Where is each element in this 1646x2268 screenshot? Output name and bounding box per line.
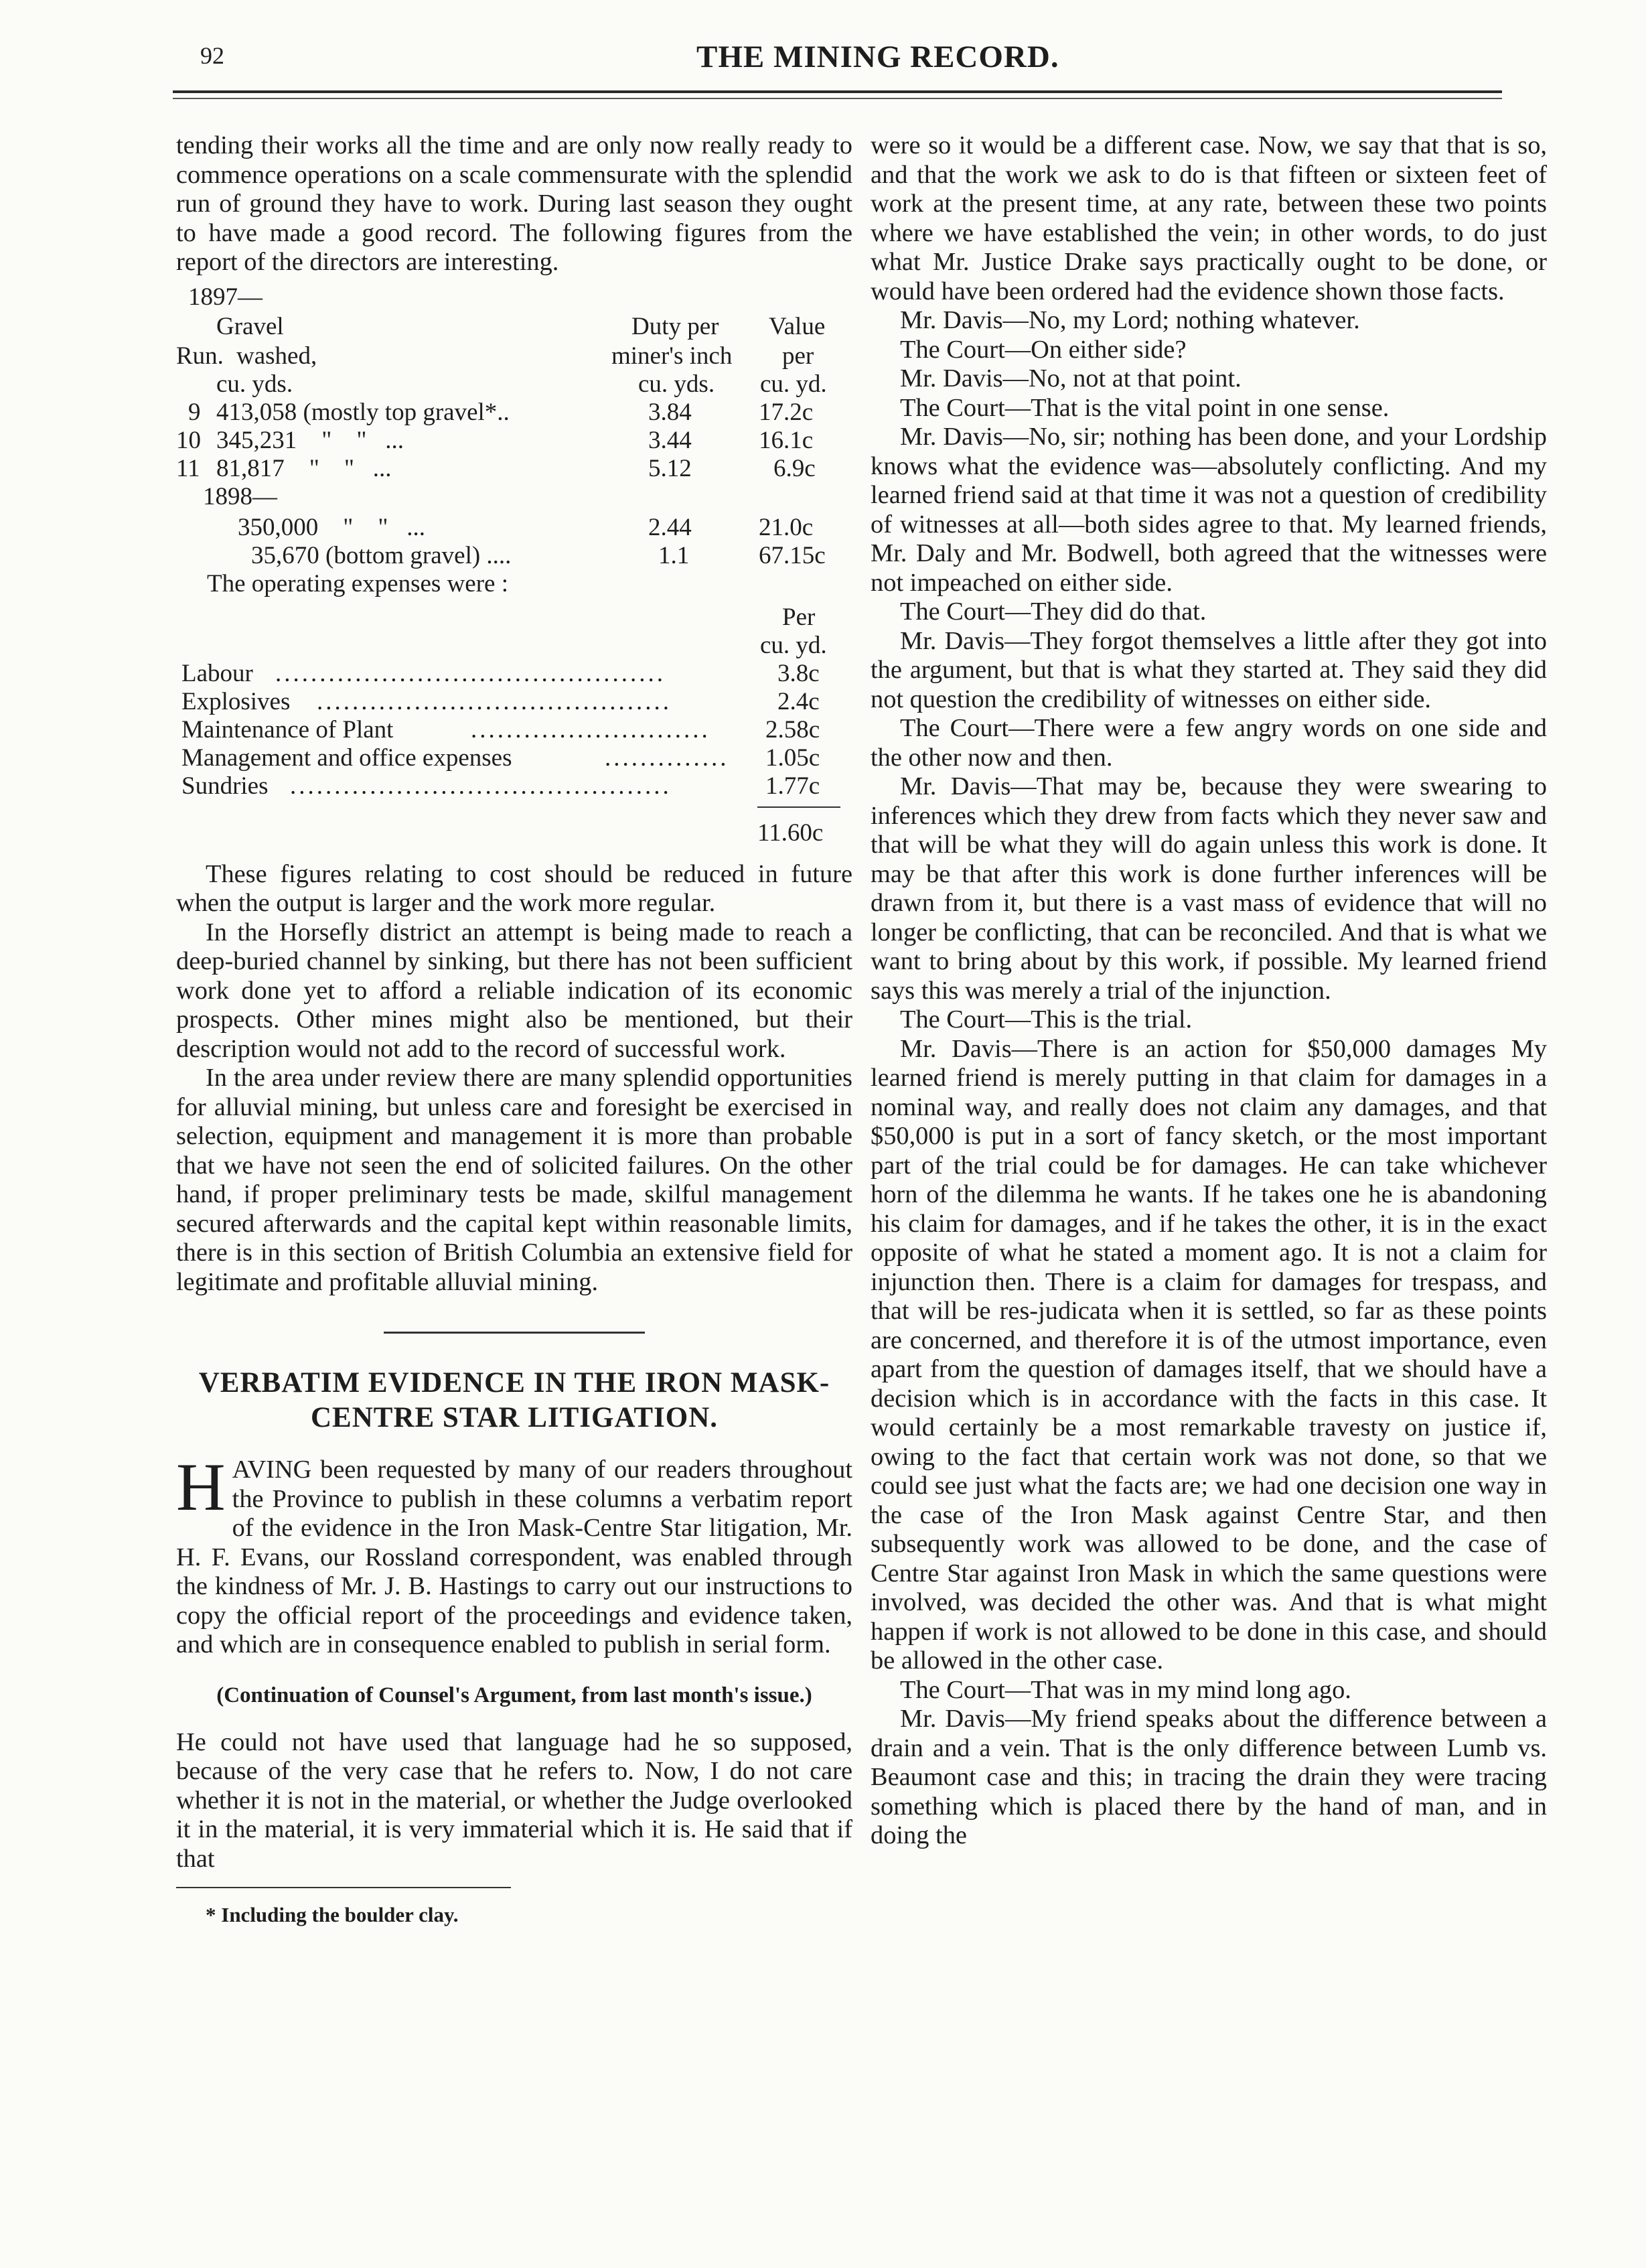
table-cell: 5.12 <box>648 454 692 482</box>
sum-rule <box>757 806 840 808</box>
table-cell: 35,670 (bottom gravel) .... <box>251 541 512 569</box>
footnote: * Including the boulder clay. <box>206 1903 459 1926</box>
expense-value: 2.4c <box>777 687 820 715</box>
expense-label: Explosives <box>181 687 291 715</box>
table-cell: 3.84 <box>648 398 692 426</box>
column-header: washed, <box>236 342 317 370</box>
leader-dots: ........................................ <box>317 687 672 715</box>
footnote-rule <box>176 1887 511 1888</box>
paragraph: Mr. Davis—My friend speaks about the difference between a drain and a vein. That is the only difference between Lumb vs. Beaumont case and this; in tracing the drain they were tracing something which is placed there by the hand of man, and in doing the <box>871 1705 1547 1849</box>
continuation-note: (Continuation of Counsel's Argument, from last month's issue.) <box>216 1683 812 1707</box>
paragraph: Mr. Davis—No, not at that point. <box>900 364 1242 393</box>
expense-value: 1.77c <box>765 772 820 800</box>
expense-label: Labour <box>181 659 253 687</box>
table-cell: 1.1 <box>658 541 690 569</box>
table-cell: 16.1c <box>759 426 814 454</box>
paragraph: Mr. Davis—No, my Lord; nothing whatever. <box>900 306 1360 334</box>
leader-dots: ........................................... <box>290 772 672 800</box>
paragraph: were so it would be a different case. Now, we say that that is so, and that the work we ask to do is that fifteen or sixteen feet of work at the present time, at any rate, between these two points where we have established the vein; in other words, to do just what Mr. Justice Drake says practically ought to be done, or would have been ordered had the evidence shown those facts. <box>871 131 1547 305</box>
table-cell: 81,817 " " ... <box>216 454 392 482</box>
expense-value: 1.05c <box>765 743 820 772</box>
table-cell: 10 <box>176 426 201 454</box>
table-cell: 17.2c <box>759 398 814 426</box>
column-header: cu. yd. <box>760 370 827 398</box>
expense-label: Management and office expenses <box>181 743 512 772</box>
right-column <box>871 131 1547 1851</box>
paragraph: The Court—That was in my mind long ago. <box>900 1675 1351 1704</box>
paragraph: The Court—There were a few angry words on one side and the other now and then. <box>871 714 1547 772</box>
page-number: 92 <box>200 42 224 69</box>
table-cell: 11 <box>176 454 200 482</box>
leader-dots: ............................................ <box>275 659 666 687</box>
column-header: cu. yds. <box>638 370 715 398</box>
year-label: 1898— <box>203 482 277 510</box>
year-label: 1897— <box>188 283 263 311</box>
column-header: cu. yds. <box>216 370 293 398</box>
paragraph: AVING been requested by many of our readers throughout the Province to publish in these columns a verbatim report of the evidence in the Iron Mask-Centre Star litigation, Mr. H. F. Evans, our Rossland correspondent, was enabled through the kindness of Mr. J. B. Hastings to carry out our instructions to copy the official report of the proceedings and evidence taken, and which are in consequence enabled to publish in serial form. <box>176 1456 852 1658</box>
table-cell: 345,231 " " ... <box>216 426 404 454</box>
article-headline: VERBATIM EVIDENCE IN THE IRON MASK-CENTRE STAR LITIGATION. <box>198 1367 830 1433</box>
paragraph: Mr. Davis—No, sir; nothing has been done, and your Lordship knows what the evidence was—absolutely conflicting. And my learned friend said at that time it was not a question of credibility of witnesses at all—both sides agree to that. My learned friends, Mr. Daly and Mr. Bodwell, both agreed that the witnesses were not impeached on either side. <box>871 423 1547 597</box>
paragraph: tending their works all the time and are only now really ready to commence operations on a scale commensurate with the splendid run of ground they have to work. During last season they ought to have made a good record. The following figures from the report of the directors are interesting. <box>176 131 852 276</box>
column-header: Gravel <box>216 312 284 340</box>
article-intro <box>176 1449 852 1660</box>
table-cell: 3.44 <box>648 426 692 454</box>
paragraph: The Court—On either side? <box>900 335 1187 364</box>
table-cell: 350,000 " " ... <box>238 513 425 541</box>
column-header: cu. yd. <box>760 631 827 659</box>
paragraph: The Court—This is the trial. <box>900 1005 1193 1034</box>
table-cell: 2.44 <box>648 513 692 541</box>
expense-total: 11.60c <box>757 819 824 847</box>
paragraph: In the area under review there are many splendid opportunities for alluvial mining, but unless care and foresight be exercised in selection, equipment and management it is more than probable that we have not seen the end of solicited failures. On the other hand, if proper preliminary tests be made, skilful management secured afterwards and the capital kept within reasonable limits, there is in this section of British Columbia an extensive field for legitimate and profitable alluvial mining. <box>176 1064 852 1296</box>
table-cell: 21.0c <box>759 513 814 541</box>
expense-value: 2.58c <box>765 715 820 743</box>
running-head: THE MINING RECORD. <box>696 40 1059 74</box>
column-header: miner's inch <box>611 342 733 370</box>
table-cell: 413,058 (mostly top gravel*.. <box>216 398 510 426</box>
paragraph: The Court—That is the vital point in one sense. <box>900 393 1390 422</box>
expense-label: Sundries <box>181 772 269 800</box>
column-header: Value <box>769 312 826 340</box>
header-rule-thin <box>173 98 1502 99</box>
paragraph: Mr. Davis—There is an action for $50,000 damages My learned friend is merely putting in that claim for damages in a nominal way, and really does not claim any damages, and that $50,000 is put in a sort of fancy sketch, or the most important part of the trial could be for damages. He can take whichever horn of the dilemma he wants. If he takes one he is abandoning his claim for damages, and if he takes the other, it is in the exact opposite of what he stated a moment ago. It is not a claim for injunction then. There is a claim for damages for trespass, and that will be res-judicata when it is settled, so far as these points are concerned, and therefore it is of the utmost importance, even apart from the question of damages itself, that we should have a decision which is in accordance with the facts in this case. It would certainly be a most remarkable travesty on justice if, owing to the fact that certain work was not done, so that we could see just what the facts are; we had one decision one way in the case of the Iron Mask against Centre Star, and then subsequently work was allowed to be done, and the case of Centre Star against Iron Mask in which the same questions were involved, was decided the other was. And that is what might happen if work is not allowed to be done in this case, and should be allowed in the other case. <box>871 1034 1547 1675</box>
column-header: Run. <box>176 342 224 370</box>
drop-cap: H <box>176 1449 226 1525</box>
left-column <box>176 131 852 1930</box>
paragraph: The Court—They did do that. <box>900 597 1207 626</box>
column-header: per <box>782 342 814 370</box>
table-caption: The operating expenses were : <box>207 569 508 597</box>
paragraph: Mr. Davis—They forgot themselves a little after they got into the argument, but that is what they started at. They said they did not question the credibility of witnesses on either side. <box>871 626 1547 713</box>
paragraph: In the Horsefly district an attempt is being made to reach a deep-buried channel by sinking, but there has not been sufficient work done yet to afford a reliable indication of its economic prospects. Other mines might also be mentioned, but their description would not add to the record of successful work. <box>176 918 852 1063</box>
table-cell: 67.15c <box>759 541 826 569</box>
column-header: Duty per <box>631 312 719 340</box>
expense-label: Maintenance of Plant <box>181 715 394 743</box>
section-divider <box>384 1332 645 1334</box>
leader-dots: .............. <box>605 743 729 772</box>
table-cell: 6.9c <box>773 454 816 482</box>
header-rule <box>173 90 1502 93</box>
column-header: Per <box>782 603 816 631</box>
statistics-table <box>176 277 852 860</box>
paragraph: These figures relating to cost should be reduced in future when the output is larger and the work more regular. <box>176 859 852 917</box>
paragraph: Mr. Davis—That may be, because they were swearing to inferences which they drew from facts which they never saw and that will be what they will do again unless this work is done. It may be that after this work is done further inferences will be drawn from it, but there is a vast mass of evidence that will no longer be conflicting, that can be reconciled. And that is what we want to bring about by this work, if possible. My learned friend says this was merely a trial of the injunction. <box>871 772 1547 1005</box>
expense-value: 3.8c <box>777 659 820 687</box>
paragraph: He could not have used that language had he so supposed, because of the very case that he refers to. Now, I do not care whether it is not in the material, or whether the Judge overlooked it in the material, it is very immaterial which it is. He said that if that <box>176 1727 852 1873</box>
table-cell: 9 <box>188 398 201 426</box>
leader-dots: ........................... <box>471 715 710 743</box>
